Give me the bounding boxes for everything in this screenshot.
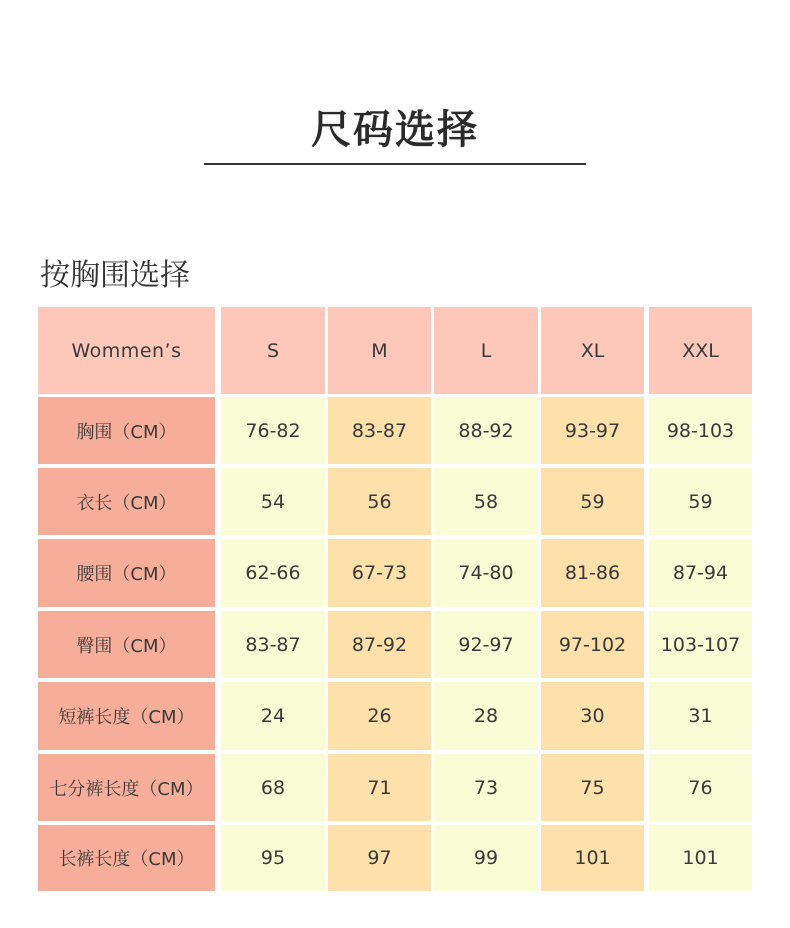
table-cell: 92-97: [434, 611, 538, 678]
table-cell: 83-87: [328, 397, 431, 464]
table-cell: 24: [221, 682, 325, 750]
column-header-s: S: [221, 307, 325, 394]
section-title: 按胸围选择: [40, 258, 190, 293]
table-cell: 93-97: [541, 397, 644, 464]
table-cell: 73: [434, 754, 538, 821]
table-cell: 56: [328, 468, 431, 535]
table-cell: 95: [221, 825, 325, 891]
row-label: 胸围（CM）: [38, 397, 215, 464]
table-cell: 74-80: [434, 539, 538, 607]
table-cell: 103-107: [649, 611, 752, 678]
table-cell: 99: [434, 825, 538, 891]
table-cell: 101: [649, 825, 752, 891]
table-cell: 26: [328, 682, 431, 750]
column-header-xl: XL: [541, 307, 644, 394]
table-cell: 98-103: [649, 397, 752, 464]
table-cell: 87-94: [649, 539, 752, 607]
table-cell: 30: [541, 682, 644, 750]
table-cell: 97: [328, 825, 431, 891]
column-header-xxl: XXL: [649, 307, 752, 394]
table-cell: 76: [649, 754, 752, 821]
page-title: 尺码选择: [311, 107, 479, 153]
table-cell: 88-92: [434, 397, 538, 464]
table-cell: 54: [221, 468, 325, 535]
row-label: 衣长（CM）: [38, 468, 215, 535]
title-underline: [204, 163, 586, 165]
table-cell: 87-92: [328, 611, 431, 678]
table-cell: 76-82: [221, 397, 325, 464]
column-header-m: M: [328, 307, 431, 394]
row-label: 长裤长度（CM）: [38, 825, 215, 891]
table-cell: 62-66: [221, 539, 325, 607]
table-cell: 67-73: [328, 539, 431, 607]
row-label: 臀围（CM）: [38, 611, 215, 678]
table-cell: 101: [541, 825, 644, 891]
header-corner-label: Wommen’s: [38, 307, 215, 394]
table-cell: 31: [649, 682, 752, 750]
row-label: 腰围（CM）: [38, 539, 215, 607]
table-cell: 75: [541, 754, 644, 821]
table-cell: 81-86: [541, 539, 644, 607]
table-cell: 28: [434, 682, 538, 750]
table-cell: 97-102: [541, 611, 644, 678]
table-cell: 83-87: [221, 611, 325, 678]
row-label: 短裤长度（CM）: [38, 682, 215, 750]
table-cell: 71: [328, 754, 431, 821]
size-chart-table: [38, 307, 752, 891]
table-cell: 59: [649, 468, 752, 535]
row-label: 七分裤长度（CM）: [38, 754, 215, 821]
column-header-l: L: [434, 307, 538, 394]
table-cell: 58: [434, 468, 538, 535]
table-cell: 59: [541, 468, 644, 535]
table-cell: 68: [221, 754, 325, 821]
